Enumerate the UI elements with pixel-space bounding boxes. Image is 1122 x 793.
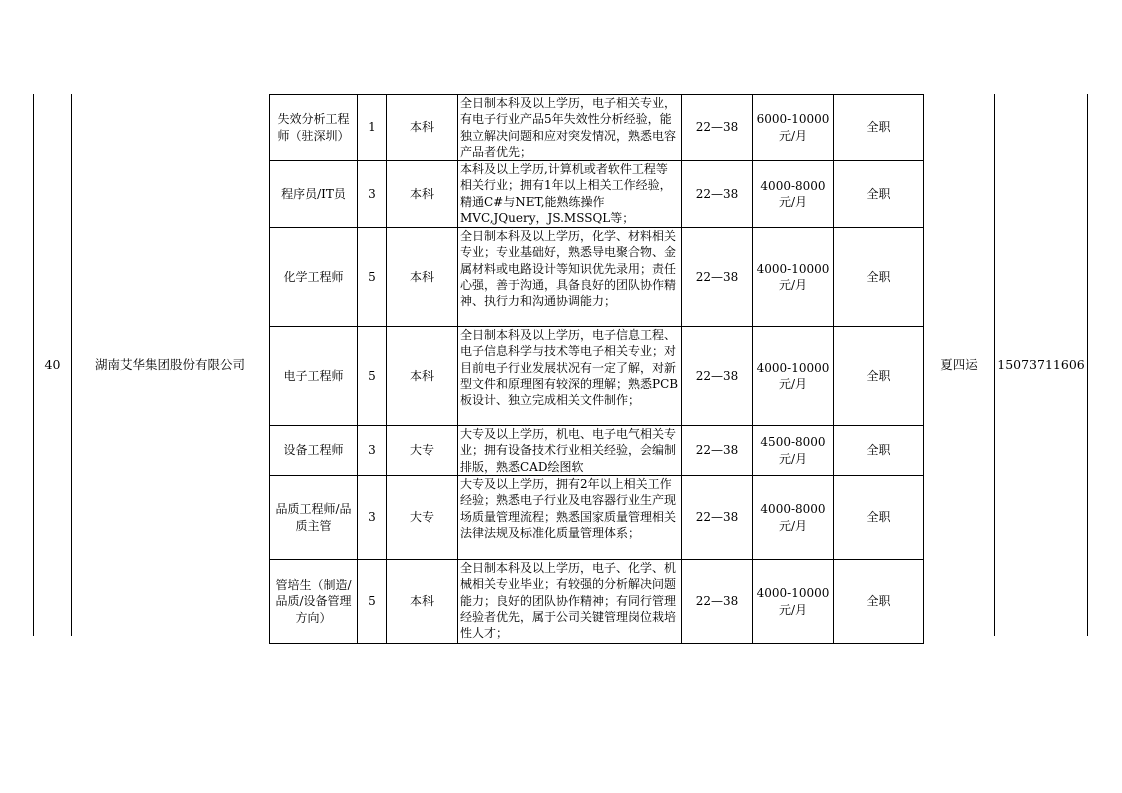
job-salary: 4500-8000元/月	[753, 426, 834, 476]
job-requirements	[458, 228, 682, 327]
job-count: 3	[358, 476, 387, 560]
contact-phone: 15073711606	[997, 357, 1085, 372]
job-requirements	[458, 327, 682, 426]
job-type: 全职	[834, 95, 924, 161]
job-education: 本科	[387, 560, 458, 644]
job-salary: 4000-8000元/月	[753, 161, 834, 228]
job-count: 5	[358, 560, 387, 644]
requirements-text: 全日制本科及以上学历，电子信息工程、电子信息科学与技术等电子相关专业；对目前电子行业发展状况有一定了解，对新型文件和原理图有较深的理解；熟悉PCB板设计、独立完成相关文件制作；	[460, 328, 679, 408]
job-salary: 4000-10000元/月	[753, 560, 834, 644]
job-title: 程序员/IT员	[270, 161, 358, 228]
job-type: 全职	[834, 476, 924, 560]
job-requirements	[458, 560, 682, 644]
table-row	[270, 426, 924, 476]
job-title: 品质工程师/品质主管	[270, 476, 358, 560]
job-age: 22—38	[682, 476, 753, 560]
job-title: 电子工程师	[270, 327, 358, 426]
grid-line	[1087, 94, 1088, 636]
company-name: 湖南艾华集团股份有限公司	[94, 357, 245, 372]
job-type: 全职	[834, 161, 924, 228]
job-age: 22—38	[682, 426, 753, 476]
job-title: 化学工程师	[270, 228, 358, 327]
job-title: 设备工程师	[270, 426, 358, 476]
requirements-text: 全日制本科及以上学历，电子、化学、机械相关专业毕业；有较强的分析解决问题能力；良好的团队协作精神；有同行管理经验者优先，属于公司关键管理岗位栽培性人才；	[460, 561, 677, 641]
job-salary: 4000-10000元/月	[753, 228, 834, 327]
job-requirements	[458, 161, 682, 228]
job-requirements	[458, 426, 682, 476]
job-education: 本科	[387, 228, 458, 327]
job-education: 本科	[387, 327, 458, 426]
requirements-text: 全日制本科及以上学历，电子相关专业，有电子行业产品5年失效性分析经验，能独立解决问题和应对突发情况，熟悉电容产品者优先；	[460, 96, 677, 159]
job-age: 22—38	[682, 560, 753, 644]
job-salary: 4000-10000元/月	[753, 327, 834, 426]
jobs-table	[269, 94, 924, 644]
job-age: 22—38	[682, 327, 753, 426]
job-count: 3	[358, 161, 387, 228]
job-age: 22—38	[682, 228, 753, 327]
job-education: 大专	[387, 426, 458, 476]
job-requirements	[458, 476, 682, 560]
requirements-text: 本科及以上学历,计算机或者软件工程等相关行业；拥有1年以上相关工作经验，精通C#与NET,能熟练操作MVC,JQuery，JS.MSSQL等；	[460, 162, 672, 225]
job-requirements	[458, 95, 682, 161]
job-age: 22—38	[682, 95, 753, 161]
job-salary: 4000-8000元/月	[753, 476, 834, 560]
job-type: 全职	[834, 426, 924, 476]
job-type: 全职	[834, 228, 924, 327]
table-row	[270, 95, 924, 161]
job-salary: 6000-10000元/月	[753, 95, 834, 161]
job-count: 3	[358, 426, 387, 476]
job-age: 22—38	[682, 161, 753, 228]
table-row	[270, 228, 924, 327]
table-row	[270, 476, 924, 560]
requirements-text: 大专及以上学历，拥有2年以上相关工作经验；熟悉电子行业及电容器行业生产现场质量管理流程；熟悉国家质量管理相关法律法规及标准化质量管理体系；	[460, 477, 677, 540]
table-row	[270, 161, 924, 228]
row-number: 40	[44, 357, 61, 372]
job-type: 全职	[834, 560, 924, 644]
job-title: 失效分析工程师（驻深圳）	[270, 95, 358, 161]
job-type: 全职	[834, 327, 924, 426]
job-education: 本科	[387, 161, 458, 228]
requirements-text: 大专及以上学历，机电、电子电气相关专业；拥有设备技术行业相关经验，会编制排版，熟悉CAD绘图软	[460, 427, 677, 474]
requirements-text: 全日制本科及以上学历，化学、材料相关专业；专业基础好，熟悉导电聚合物、金属材料或电路设计等知识优先录用；责任心强，善于沟通，具备良好的团队协作精神、执行力和沟通协调能力；	[460, 229, 677, 309]
job-count: 5	[358, 327, 387, 426]
job-education: 大专	[387, 476, 458, 560]
job-count: 5	[358, 228, 387, 327]
job-title: 管培生（制造/品质/设备管理方向）	[270, 560, 358, 644]
table-row	[270, 327, 924, 426]
contact-person: 夏四运	[940, 357, 978, 372]
job-count: 1	[358, 95, 387, 161]
job-education: 本科	[387, 95, 458, 161]
table-row	[270, 560, 924, 644]
